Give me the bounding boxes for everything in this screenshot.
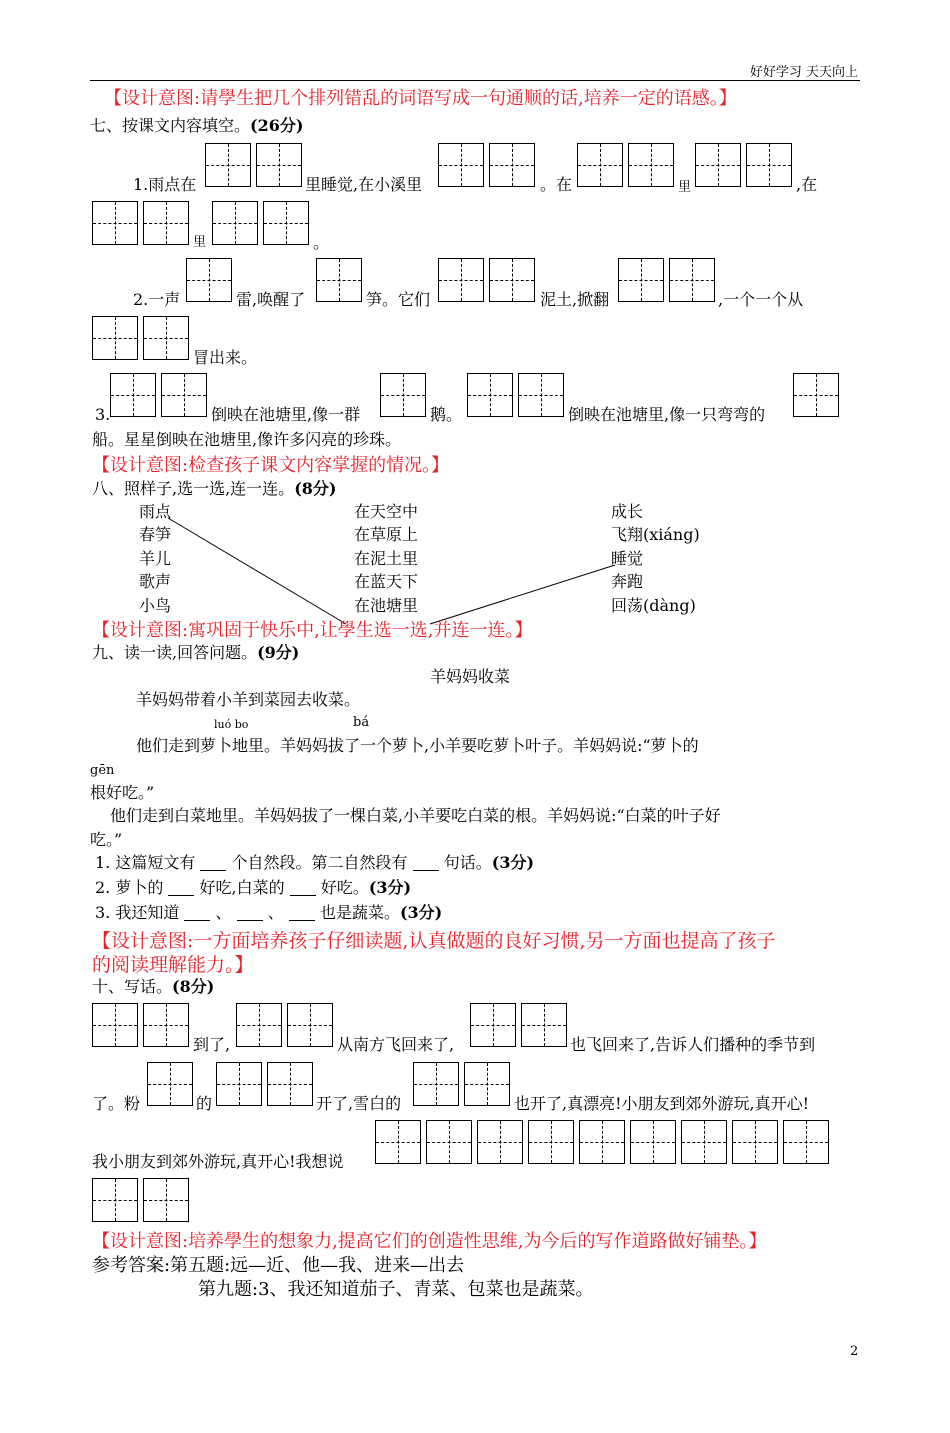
s9-intent-line2: 的阅读理解能力。】	[92, 954, 254, 976]
s8-title: 八、照样子,选一选,连一连。(8分)	[92, 479, 337, 498]
s7-q1-d: 里	[678, 180, 692, 195]
write-box[interactable]	[681, 1120, 727, 1164]
write-box[interactable]	[92, 1003, 138, 1047]
s9-intent-line1: 【设计意图:一方面培养孩子仔细读题,认真做题的良好习惯,另一方面也提高了孩子	[92, 930, 776, 952]
s10-c: 也飞回来了,告诉人们播种的季节到	[570, 1035, 816, 1054]
answers-line1: 参考答案:第五题:远—近、他—我、进来—出去	[92, 1255, 465, 1276]
s9-q2: 2. 萝卜的 好吃,白菜的 好吃。(3分)	[95, 878, 412, 897]
write-box[interactable]	[92, 1178, 138, 1222]
write-box[interactable]	[375, 1120, 421, 1164]
s9-p3b: 吃。”	[90, 830, 123, 849]
s10-h: 我小朋友到郊外游玩,真开心!我想说	[92, 1152, 344, 1171]
write-box[interactable]	[267, 1062, 313, 1106]
s9-title: 九、读一读,回答问题。(9分)	[92, 643, 300, 662]
intent-prev: 【设计意图:请學生把几个排列错乱的词语写成一句通顺的话,培养一定的语感。】	[104, 88, 737, 109]
page-number: 2	[850, 1344, 859, 1359]
write-box[interactable]	[630, 1120, 676, 1164]
s8-col2-item: 在泥土里	[354, 549, 419, 568]
s8-intent: 【设计意图:寓巩固于快乐中,让學生选一选,并连一连。】	[92, 620, 533, 641]
write-box[interactable]	[143, 1003, 189, 1047]
answers-line2: 第九题:3、我还知道茄子、青菜、包菜也是蔬菜。	[198, 1279, 594, 1300]
s7-q1-g: 。	[313, 233, 330, 252]
s10-g: 也开了,真漂亮!小朋友到郊外游玩,真开心!	[514, 1094, 810, 1113]
s7-q1-a: 1.雨点在	[133, 175, 197, 194]
write-box[interactable]	[528, 1120, 574, 1164]
write-box[interactable]	[287, 1003, 333, 1047]
connect-line-1	[168, 518, 346, 624]
s9-pinyin-ba: bá	[353, 715, 370, 730]
s7-q2-c: 笋。它们	[366, 290, 431, 309]
write-box[interactable]	[216, 1062, 262, 1106]
s8-col3-item: 奔跑	[611, 572, 644, 591]
write-box[interactable]	[236, 1003, 282, 1047]
s7-title: 七、按课文内容填空。(26分)	[90, 116, 304, 135]
write-box[interactable]	[783, 1120, 829, 1164]
write-box[interactable]	[413, 1062, 459, 1106]
s8-col3-item: 睡觉	[611, 549, 644, 568]
s10-d: 了。粉	[92, 1094, 141, 1113]
s8-col1-item: 雨点	[139, 502, 172, 521]
s8-col3-item: 回荡(dàng)	[611, 596, 696, 615]
write-box[interactable]	[579, 1120, 625, 1164]
s9-p1: 羊妈妈带着小羊到菜园去收菜。	[136, 690, 361, 709]
s9-pinyin-gen: gēn	[90, 763, 115, 778]
write-box[interactable]	[426, 1120, 472, 1164]
s9-p2b: 根好吃。”	[90, 783, 155, 802]
s7-q2-e: ,一个一个从	[718, 290, 804, 309]
s8-col3-item: 飞翔(xiáng)	[611, 525, 700, 544]
write-box[interactable]	[732, 1120, 778, 1164]
s9-p3a: 他们走到白菜地里。羊妈妈拔了一棵白菜,小羊要吃白菜的根。羊妈妈说:“白菜的叶子好	[110, 806, 721, 825]
s10-f: 开了,雪白的	[316, 1094, 402, 1113]
s7-q3-b: 倒映在池塘里,像一群	[211, 405, 361, 424]
write-box[interactable]	[521, 1003, 567, 1047]
s10-title: 十、写话。(8分)	[92, 977, 215, 996]
s8-col2-item: 在天空中	[354, 502, 419, 521]
write-box[interactable]	[470, 1003, 516, 1047]
s8-col1-item: 歌声	[139, 572, 172, 591]
s7-q2-f: 冒出来。	[193, 348, 258, 367]
s9-q3: 3. 我还知道 、 、 也是蔬菜。(3分)	[95, 903, 443, 922]
s7-q1-b: 里睡觉,在小溪里	[305, 175, 423, 194]
s8-col2-item: 在草原上	[354, 525, 419, 544]
s8-col1-item: 羊儿	[139, 549, 172, 568]
s9-q1: 1. 这篇短文有 个自然段。第二自然段有 句话。(3分)	[95, 853, 535, 872]
s8-col2-item: 在池塘里	[354, 596, 419, 615]
s7-q2-d: 泥土,掀翻	[540, 290, 610, 309]
s7-q3-e: 船。星星倒映在池塘里,像许多闪亮的珍珠。	[92, 430, 402, 449]
s8-col1-item: 春笋	[139, 525, 172, 544]
s10-e: 的	[196, 1094, 213, 1113]
s7-q1-e: ,在	[796, 175, 818, 194]
s8-col2-item: 在蓝天下	[354, 572, 419, 591]
s7-q1-f: 里	[193, 235, 207, 250]
write-box[interactable]	[477, 1120, 523, 1164]
s8-col3-item: 成长	[611, 502, 644, 521]
connect-line-2	[430, 565, 615, 624]
write-box[interactable]	[147, 1062, 193, 1106]
s7-q3-d: 倒映在池塘里,像一只弯弯的	[568, 405, 766, 424]
s9-story-title: 羊妈妈收菜	[430, 667, 511, 686]
s7-q3-a: 3.	[95, 405, 111, 424]
write-box[interactable]	[143, 1178, 189, 1222]
header-motto: 好好学习 天天向上	[749, 65, 858, 80]
s9-p2a: 他们走到萝卜地里。羊妈妈拔了一个萝卜,小羊要吃萝卜叶子。羊妈妈说:“萝卜的	[136, 736, 699, 755]
s7-q2-b: 雷,唤醒了	[236, 290, 306, 309]
s10-a: 到了,	[193, 1035, 231, 1054]
s7-q1-c: 。在	[540, 175, 573, 194]
s7-intent: 【设计意图:检查孩子课文内容掌握的情况。】	[92, 455, 450, 476]
s8-col1-item: 小鸟	[139, 596, 172, 615]
write-box[interactable]	[464, 1062, 510, 1106]
s10-b: 从南方飞回来了,	[337, 1035, 455, 1054]
s7-q2-a: 2.一声	[133, 290, 181, 309]
s9-pinyin-luobo: luó bo	[214, 718, 249, 731]
s7-q3-c: 鹅。	[430, 405, 463, 424]
s10-intent: 【设计意图:培养學生的想象力,提高它们的创造性思维,为今后的写作道路做好铺垫。】	[92, 1231, 767, 1252]
